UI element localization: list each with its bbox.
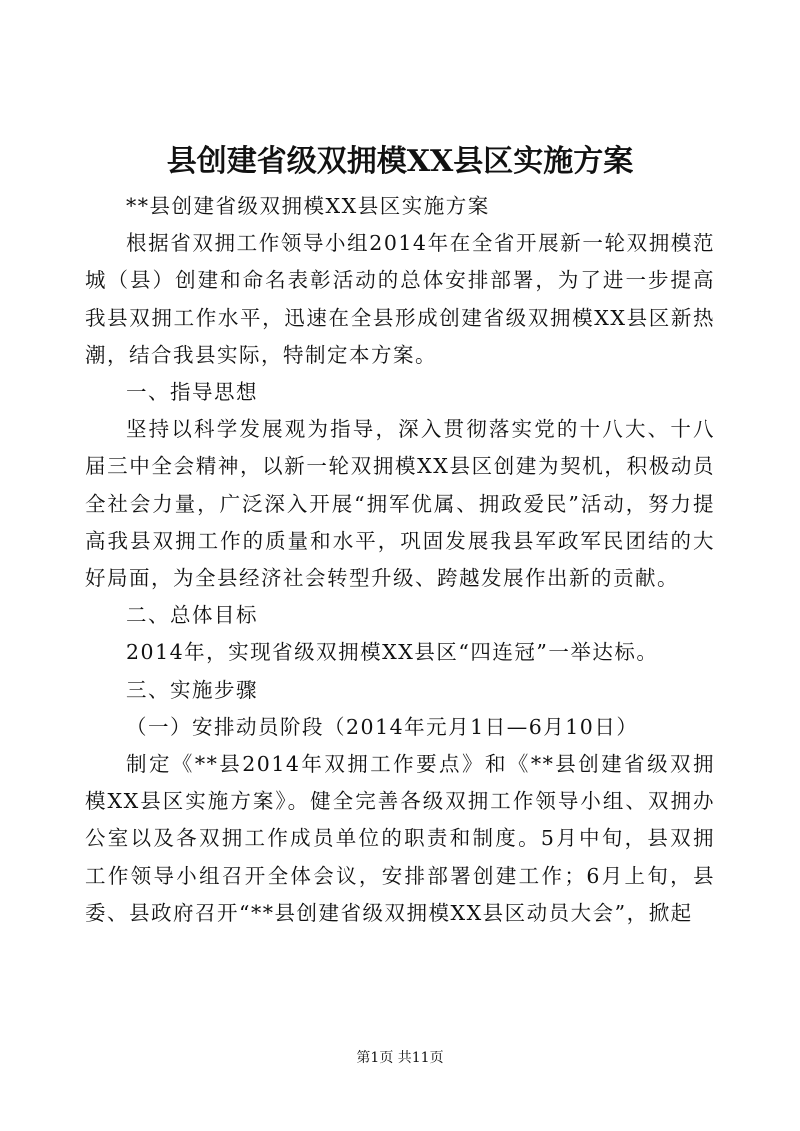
paragraph-subtitle: **县创建省级双拥模XX县区实施方案 — [126, 194, 490, 218]
document-title: 县创建省级双拥模XX县区实施方案 — [166, 144, 634, 179]
section-heading-guiding-ideology: 一、指导思想 — [126, 380, 258, 405]
page-number-footer: 第1页 共11页 — [356, 1050, 444, 1066]
document-body — [85, 188, 715, 932]
paragraph-overall-goal: 2014年，实现省级双拥模XX县区“四连冠”一举达标。 — [126, 640, 659, 665]
paragraph-intro: 根据省双拥工作领导小组2014年在全省开展新一轮双拥模范城（县）创建和命名表彰活动的总体安排部署，为了进一步提高我县双拥工作水平，迅速在全县形成创建省级双拥模XX县区新热潮，结合我县实际，特制定本方案。 — [85, 231, 715, 367]
paragraph-mobilization: 制定《**县2014年双拥工作要点》和《**县创建省级双拥模XX县区实施方案》。健全完善各级双拥工作领导小组、双拥办公室以及各双拥工作成员单位的职责和制度。5月中旬，县双拥工作领导小组召开全体会议，安排部署创建工作；6月上旬，县委、县政府召开“**县创建省级双拥模XX县区动员大会”，掀起 — [85, 752, 715, 925]
section-heading-overall-goal: 二、总体目标 — [126, 603, 258, 628]
section-heading-implementation-steps: 三、实施步骤 — [126, 677, 258, 702]
subsection-heading-mobilization: （一）安排动员阶段（2014年元月1日—6月10日） — [126, 714, 639, 739]
paragraph-guiding-ideology: 坚持以科学发展观为指导，深入贯彻落实党的十八大、十八届三中全会精神，以新一轮双拥模XX县区创建为契机，积极动员全社会力量，广泛深入开展“拥军优属、拥政爱民”活动，努力提高我县双拥工作的质量和水平，巩固发展我县军政军民团结的大好局面，为全县经济社会转型升级、跨越发展作出新的贡献。 — [85, 417, 715, 591]
